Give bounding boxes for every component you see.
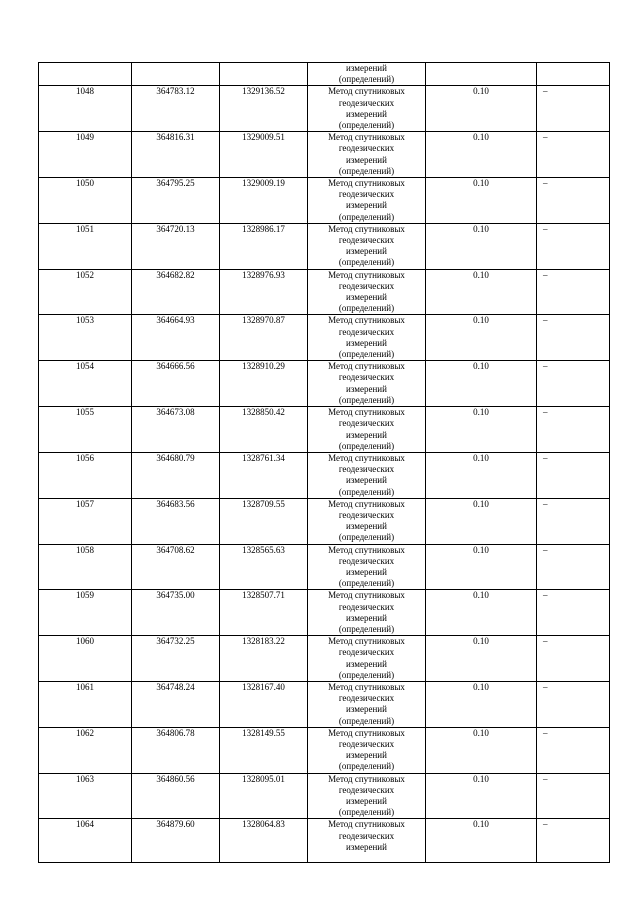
method-line: измерений: [346, 154, 387, 165]
cell-method: [308, 178, 426, 224]
cell-note: –: [537, 223, 610, 269]
method-line: (определений): [338, 715, 395, 726]
cell-note: [537, 63, 610, 86]
cell-x: 364666.56: [132, 361, 220, 407]
method-line: измерений: [346, 383, 387, 394]
method-line: (определений): [338, 74, 395, 85]
cell-x: 364680.79: [132, 452, 220, 498]
cell-accuracy: [426, 63, 537, 86]
cell-note: –: [537, 773, 610, 819]
cell-point-id: 1064: [39, 819, 132, 863]
table-row: [39, 407, 610, 453]
cell-accuracy: 0.10: [426, 590, 537, 636]
method-line: геодезических: [338, 464, 395, 475]
method-line: измерений: [346, 246, 387, 257]
method-line: (определений): [338, 120, 395, 131]
cell-point-id: 1057: [39, 498, 132, 544]
cell-point-id: 1051: [39, 223, 132, 269]
method-line: (определений): [338, 623, 395, 634]
cell-accuracy: 0.10: [426, 132, 537, 178]
table-row: [39, 498, 610, 544]
cell-method: [308, 544, 426, 590]
cell-accuracy: 0.10: [426, 86, 537, 132]
cell-y: 1329136.52: [220, 86, 308, 132]
method-line: геодезических: [338, 235, 395, 246]
cell-y: 1328976.93: [220, 269, 308, 315]
table-row: [39, 773, 610, 819]
cell-note: –: [537, 315, 610, 361]
method-line: Метод спутниковых: [328, 544, 405, 555]
cell-point-id: 1054: [39, 361, 132, 407]
cell-point-id: 1049: [39, 132, 132, 178]
method-line: измерений: [346, 658, 387, 669]
cell-y: 1329009.19: [220, 178, 308, 224]
cell-y: 1328761.34: [220, 452, 308, 498]
cell-accuracy: 0.10: [426, 178, 537, 224]
method-line: Метод спутниковых: [328, 498, 405, 509]
method-line: измерений: [346, 63, 387, 73]
method-line: (определений): [338, 394, 395, 405]
cell-point-id: 1059: [39, 590, 132, 636]
method-line: Метод спутниковых: [328, 636, 405, 647]
method-line: геодезических: [338, 280, 395, 291]
table-row: [39, 452, 610, 498]
cell-point-id: 1052: [39, 269, 132, 315]
cell-y: 1328910.29: [220, 361, 308, 407]
method-line: измерений: [346, 108, 387, 119]
cell-note: –: [537, 498, 610, 544]
method-line: (определений): [338, 486, 395, 497]
method-line: (определений): [338, 257, 395, 268]
method-line: (определений): [338, 440, 395, 451]
cell-point-id: 1056: [39, 452, 132, 498]
method-line: измерений: [346, 475, 387, 486]
method-line: Метод спутниковых: [328, 361, 405, 372]
method-line: геодезических: [338, 326, 395, 337]
table-row: [39, 269, 610, 315]
method-line: (определений): [338, 669, 395, 680]
method-line: Метод спутниковых: [328, 407, 405, 418]
method-line: Метод спутниковых: [328, 86, 405, 97]
method-line: геодезических: [338, 418, 395, 429]
cell-method: [308, 63, 426, 86]
method-line: (определений): [338, 303, 395, 314]
table-row: [39, 361, 610, 407]
method-line: Метод спутниковых: [328, 269, 405, 280]
cell-point-id: 1063: [39, 773, 132, 819]
cell-x: 364673.08: [132, 407, 220, 453]
cell-x: 364708.62: [132, 544, 220, 590]
cell-y: 1328149.55: [220, 727, 308, 773]
cell-method: [308, 132, 426, 178]
cell-point-id: 1060: [39, 636, 132, 682]
coordinates-table: [38, 62, 610, 863]
table-row: [39, 727, 610, 773]
cell-x: 364735.00: [132, 590, 220, 636]
method-line: измерений: [346, 429, 387, 440]
cell-accuracy: 0.10: [426, 727, 537, 773]
cell-accuracy: 0.10: [426, 223, 537, 269]
cell-method: [308, 452, 426, 498]
cell-y: 1328850.42: [220, 407, 308, 453]
cell-note: –: [537, 269, 610, 315]
cell-accuracy: 0.10: [426, 452, 537, 498]
table-row-continued: [39, 63, 610, 86]
cell-note: –: [537, 178, 610, 224]
cell-x: 364879.60: [132, 819, 220, 863]
cell-point-id: 1055: [39, 407, 132, 453]
method-line: геодезических: [338, 784, 395, 795]
method-line: геодезических: [338, 738, 395, 749]
cell-method: [308, 361, 426, 407]
cell-point-id: [39, 63, 132, 86]
method-line: Метод спутниковых: [328, 681, 405, 692]
method-line: Метод спутниковых: [328, 132, 405, 143]
table-row: [39, 681, 610, 727]
table-row: [39, 178, 610, 224]
cell-x: 364806.78: [132, 727, 220, 773]
method-line: (определений): [338, 165, 395, 176]
cell-x: 364816.31: [132, 132, 220, 178]
table-row: [39, 86, 610, 132]
method-line: Метод спутниковых: [328, 819, 405, 830]
cell-y: [220, 63, 308, 86]
cell-x: 364783.12: [132, 86, 220, 132]
cell-y: 1328507.71: [220, 590, 308, 636]
method-line: (определений): [338, 761, 395, 772]
table-row: [39, 636, 610, 682]
method-line: измерений: [346, 521, 387, 532]
cell-x: 364732.25: [132, 636, 220, 682]
method-line: геодезических: [338, 189, 395, 200]
cell-note: –: [537, 86, 610, 132]
table-row: [39, 132, 610, 178]
cell-note: –: [537, 681, 610, 727]
cell-y: 1328167.40: [220, 681, 308, 727]
cell-note: –: [537, 727, 610, 773]
cell-note: –: [537, 452, 610, 498]
method-line: Метод спутниковых: [328, 452, 405, 463]
method-line: измерений: [346, 704, 387, 715]
cell-y: 1328183.22: [220, 636, 308, 682]
method-line: геодезических: [338, 647, 395, 658]
method-line: измерений: [346, 612, 387, 623]
method-line: геодезических: [338, 555, 395, 566]
cell-x: 364664.93: [132, 315, 220, 361]
cell-x: 364720.13: [132, 223, 220, 269]
cell-note: –: [537, 544, 610, 590]
method-line: измерений: [346, 841, 387, 852]
cell-accuracy: 0.10: [426, 498, 537, 544]
method-line: Метод спутниковых: [328, 727, 405, 738]
cell-method: [308, 590, 426, 636]
method-line: (определений): [338, 578, 395, 589]
table-row: [39, 590, 610, 636]
cell-method: [308, 223, 426, 269]
method-line: геодезических: [338, 693, 395, 704]
cell-note: –: [537, 361, 610, 407]
cell-accuracy: 0.10: [426, 407, 537, 453]
method-line: измерений: [346, 200, 387, 211]
cell-note: –: [537, 590, 610, 636]
method-line: Метод спутниковых: [328, 178, 405, 189]
cell-method: [308, 407, 426, 453]
cell-x: 364795.25: [132, 178, 220, 224]
cell-y: 1328095.01: [220, 773, 308, 819]
cell-y: 1328565.63: [220, 544, 308, 590]
cell-x: [132, 63, 220, 86]
cell-x: 364682.82: [132, 269, 220, 315]
cell-y: 1328986.17: [220, 223, 308, 269]
cell-method: [308, 819, 426, 863]
method-line: (определений): [338, 807, 395, 818]
method-line: геодезических: [338, 143, 395, 154]
cell-method: [308, 681, 426, 727]
cell-y: 1328709.55: [220, 498, 308, 544]
method-line: Метод спутниковых: [328, 315, 405, 326]
method-line: Метод спутниковых: [328, 590, 405, 601]
method-line: измерений: [346, 292, 387, 303]
cell-method: [308, 498, 426, 544]
cell-point-id: 1048: [39, 86, 132, 132]
cell-y: 1328970.87: [220, 315, 308, 361]
cell-x: 364860.56: [132, 773, 220, 819]
cell-method: [308, 86, 426, 132]
cell-point-id: 1053: [39, 315, 132, 361]
table-body: [39, 63, 610, 863]
table-row: [39, 544, 610, 590]
cell-method: [308, 636, 426, 682]
cell-note: –: [537, 407, 610, 453]
cell-note: –: [537, 636, 610, 682]
cell-note: –: [537, 132, 610, 178]
method-line: измерений: [346, 337, 387, 348]
method-line: геодезических: [338, 372, 395, 383]
method-line: измерений: [346, 750, 387, 761]
table-row: [39, 223, 610, 269]
method-line: (определений): [338, 349, 395, 360]
cell-point-id: 1050: [39, 178, 132, 224]
cell-accuracy: 0.10: [426, 636, 537, 682]
method-line: (определений): [338, 211, 395, 222]
cell-method: [308, 727, 426, 773]
cell-note: –: [537, 819, 610, 863]
cell-x: 364748.24: [132, 681, 220, 727]
cell-method: [308, 773, 426, 819]
cell-point-id: 1058: [39, 544, 132, 590]
method-line: Метод спутниковых: [328, 223, 405, 234]
cell-accuracy: 0.10: [426, 544, 537, 590]
table-row: [39, 819, 610, 863]
cell-accuracy: 0.10: [426, 819, 537, 863]
method-line: (определений): [338, 532, 395, 543]
cell-point-id: 1061: [39, 681, 132, 727]
cell-method: [308, 269, 426, 315]
cell-y: 1329009.51: [220, 132, 308, 178]
method-line: Метод спутниковых: [328, 773, 405, 784]
method-line: геодезических: [338, 601, 395, 612]
cell-method: [308, 315, 426, 361]
cell-accuracy: 0.10: [426, 361, 537, 407]
method-line: геодезических: [338, 830, 395, 841]
cell-accuracy: 0.10: [426, 315, 537, 361]
method-line: измерений: [346, 796, 387, 806]
cell-accuracy: 0.10: [426, 773, 537, 819]
method-line: измерений: [346, 566, 387, 577]
cell-y: 1328064.83: [220, 819, 308, 863]
method-line: геодезических: [338, 97, 395, 108]
cell-accuracy: 0.10: [426, 269, 537, 315]
cell-x: 364683.56: [132, 498, 220, 544]
cell-accuracy: 0.10: [426, 681, 537, 727]
method-line: геодезических: [338, 509, 395, 520]
cell-point-id: 1062: [39, 727, 132, 773]
table-row: [39, 315, 610, 361]
